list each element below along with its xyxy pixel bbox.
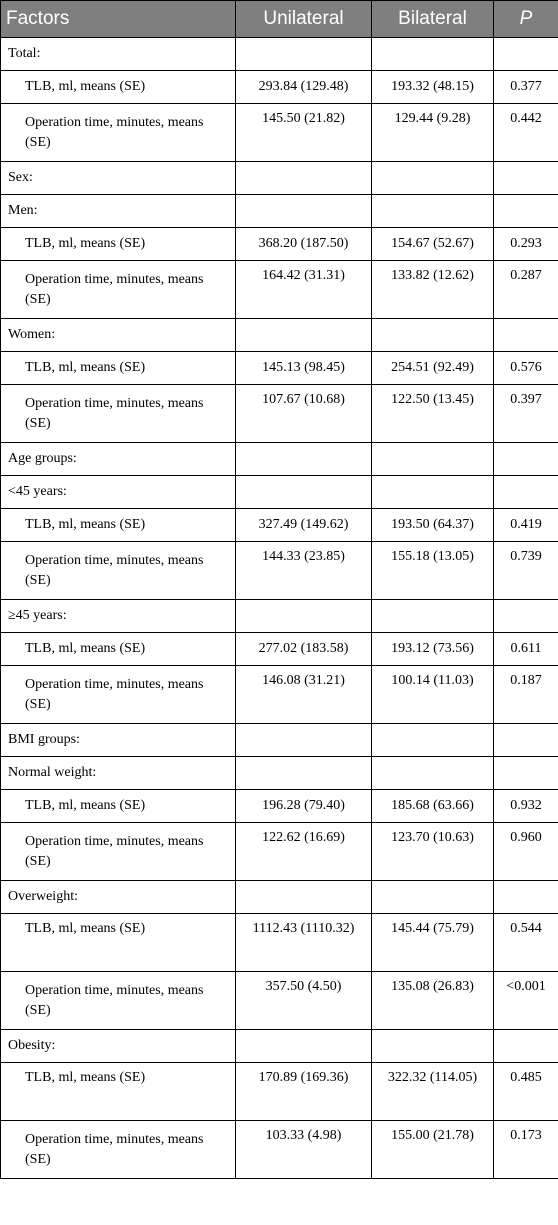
table-row <box>1 443 558 476</box>
factor-cell: Women: <box>1 319 236 352</box>
factor-cell: Operation time, minutes, means (SE) <box>1 261 236 319</box>
p-value-cell <box>494 319 558 352</box>
factor-cell: TLB, ml, means (SE) <box>1 228 236 261</box>
unilateral-cell <box>236 881 372 914</box>
unilateral-cell: 164.42 (31.31) <box>236 261 372 319</box>
table-row <box>1 542 558 600</box>
table-row <box>1 724 558 757</box>
p-value-cell: 0.485 <box>494 1063 558 1121</box>
table-row <box>1 972 558 1030</box>
p-value-cell <box>494 162 558 195</box>
factor-cell: Operation time, minutes, means (SE) <box>1 542 236 600</box>
factor-cell: ≥45 years: <box>1 600 236 633</box>
unilateral-cell: 144.33 (23.85) <box>236 542 372 600</box>
table-row <box>1 1030 558 1063</box>
header-unilateral: Unilateral <box>236 1 372 38</box>
table-row <box>1 881 558 914</box>
bilateral-cell: 193.50 (64.37) <box>372 509 494 542</box>
header-bilateral: Bilateral <box>372 1 494 38</box>
bilateral-cell <box>372 162 494 195</box>
p-value-cell <box>494 757 558 790</box>
header-row <box>1 1 558 38</box>
bilateral-cell: 129.44 (9.28) <box>372 104 494 162</box>
p-value-cell <box>494 38 558 71</box>
bilateral-cell: 123.70 (10.63) <box>372 823 494 881</box>
unilateral-cell: 1112.43 (1110.32) <box>236 914 372 972</box>
factor-cell: Operation time, minutes, means (SE) <box>1 972 236 1030</box>
unilateral-cell <box>236 162 372 195</box>
factor-cell: Operation time, minutes, means (SE) <box>1 385 236 443</box>
table-row <box>1 261 558 319</box>
p-value-cell: 0.187 <box>494 666 558 724</box>
p-value-cell: <0.001 <box>494 972 558 1030</box>
bilateral-cell: 133.82 (12.62) <box>372 261 494 319</box>
p-value-cell: 0.544 <box>494 914 558 972</box>
table-row <box>1 195 558 228</box>
unilateral-cell: 368.20 (187.50) <box>236 228 372 261</box>
unilateral-cell: 107.67 (10.68) <box>236 385 372 443</box>
table-row <box>1 352 558 385</box>
unilateral-cell: 293.84 (129.48) <box>236 71 372 104</box>
table-row <box>1 476 558 509</box>
bilateral-cell: 185.68 (63.66) <box>372 790 494 823</box>
factor-cell: Operation time, minutes, means (SE) <box>1 1121 236 1179</box>
unilateral-cell <box>236 757 372 790</box>
factor-cell: Overweight: <box>1 881 236 914</box>
p-value-cell <box>494 443 558 476</box>
bilateral-cell <box>372 443 494 476</box>
unilateral-cell <box>236 443 372 476</box>
p-value-cell <box>494 476 558 509</box>
unilateral-cell <box>236 600 372 633</box>
factor-cell: Obesity: <box>1 1030 236 1063</box>
p-value-cell: 0.442 <box>494 104 558 162</box>
bilateral-cell: 154.67 (52.67) <box>372 228 494 261</box>
p-value-cell: 0.960 <box>494 823 558 881</box>
factor-cell: Sex: <box>1 162 236 195</box>
factor-cell: TLB, ml, means (SE) <box>1 71 236 104</box>
p-value-cell: 0.287 <box>494 261 558 319</box>
bilateral-cell: 193.12 (73.56) <box>372 633 494 666</box>
bilateral-cell <box>372 724 494 757</box>
table-row <box>1 509 558 542</box>
factor-cell: TLB, ml, means (SE) <box>1 509 236 542</box>
table-row <box>1 1063 558 1121</box>
table-row <box>1 666 558 724</box>
bilateral-cell: 193.32 (48.15) <box>372 71 494 104</box>
bilateral-cell: 122.50 (13.45) <box>372 385 494 443</box>
factor-cell: TLB, ml, means (SE) <box>1 914 236 972</box>
unilateral-cell <box>236 38 372 71</box>
unilateral-cell <box>236 724 372 757</box>
factor-cell: <45 years: <box>1 476 236 509</box>
table-row <box>1 1121 558 1179</box>
factor-cell: TLB, ml, means (SE) <box>1 633 236 666</box>
p-value-cell: 0.377 <box>494 71 558 104</box>
bilateral-cell <box>372 195 494 228</box>
bilateral-cell <box>372 757 494 790</box>
table-row <box>1 38 558 71</box>
factor-cell: Normal weight: <box>1 757 236 790</box>
factor-cell: Age groups: <box>1 443 236 476</box>
unilateral-cell: 196.28 (79.40) <box>236 790 372 823</box>
p-value-cell: 0.293 <box>494 228 558 261</box>
factor-cell: TLB, ml, means (SE) <box>1 1063 236 1121</box>
unilateral-cell <box>236 1030 372 1063</box>
table-row <box>1 104 558 162</box>
p-value-cell <box>494 724 558 757</box>
unilateral-cell: 122.62 (16.69) <box>236 823 372 881</box>
bilateral-cell <box>372 319 494 352</box>
table-row <box>1 600 558 633</box>
header-p-value: P <box>494 1 558 38</box>
bilateral-cell: 145.44 (75.79) <box>372 914 494 972</box>
bilateral-cell: 155.00 (21.78) <box>372 1121 494 1179</box>
unilateral-cell: 327.49 (149.62) <box>236 509 372 542</box>
table-row <box>1 319 558 352</box>
table-header <box>1 1 558 38</box>
bilateral-cell: 135.08 (26.83) <box>372 972 494 1030</box>
p-value-cell <box>494 600 558 633</box>
table-row <box>1 790 558 823</box>
unilateral-cell: 103.33 (4.98) <box>236 1121 372 1179</box>
table-row <box>1 385 558 443</box>
bilateral-cell: 155.18 (13.05) <box>372 542 494 600</box>
bilateral-cell <box>372 600 494 633</box>
table-row <box>1 633 558 666</box>
bilateral-cell <box>372 476 494 509</box>
factor-cell: Total: <box>1 38 236 71</box>
table-row <box>1 71 558 104</box>
p-value-cell: 0.932 <box>494 790 558 823</box>
table-row <box>1 914 558 972</box>
p-value-cell: 0.173 <box>494 1121 558 1179</box>
p-value-cell: 0.419 <box>494 509 558 542</box>
p-value-cell: 0.397 <box>494 385 558 443</box>
table-row <box>1 757 558 790</box>
bilateral-cell: 100.14 (11.03) <box>372 666 494 724</box>
unilateral-cell: 277.02 (183.58) <box>236 633 372 666</box>
factor-cell: TLB, ml, means (SE) <box>1 352 236 385</box>
unilateral-cell: 145.13 (98.45) <box>236 352 372 385</box>
bilateral-cell: 322.32 (114.05) <box>372 1063 494 1121</box>
bilateral-cell <box>372 881 494 914</box>
unilateral-cell: 146.08 (31.21) <box>236 666 372 724</box>
table-body <box>1 38 558 1179</box>
unilateral-cell <box>236 319 372 352</box>
p-value-cell: 0.739 <box>494 542 558 600</box>
table-row <box>1 823 558 881</box>
factor-cell: Operation time, minutes, means (SE) <box>1 823 236 881</box>
p-value-cell <box>494 881 558 914</box>
unilateral-cell: 357.50 (4.50) <box>236 972 372 1030</box>
header-factors: Factors <box>1 1 236 38</box>
p-value-cell <box>494 195 558 228</box>
bilateral-cell <box>372 1030 494 1063</box>
factor-cell: Operation time, minutes, means (SE) <box>1 666 236 724</box>
factor-cell: Men: <box>1 195 236 228</box>
factor-cell: TLB, ml, means (SE) <box>1 790 236 823</box>
p-value-cell: 0.611 <box>494 633 558 666</box>
unilateral-cell <box>236 476 372 509</box>
bilateral-cell: 254.51 (92.49) <box>372 352 494 385</box>
bilateral-cell <box>372 38 494 71</box>
factor-cell: BMI groups: <box>1 724 236 757</box>
table-row <box>1 228 558 261</box>
p-value-cell: 0.576 <box>494 352 558 385</box>
p-value-cell <box>494 1030 558 1063</box>
unilateral-cell: 170.89 (169.36) <box>236 1063 372 1121</box>
factor-cell: Operation time, minutes, means (SE) <box>1 104 236 162</box>
unilateral-cell <box>236 195 372 228</box>
unilateral-cell: 145.50 (21.82) <box>236 104 372 162</box>
table-row <box>1 162 558 195</box>
